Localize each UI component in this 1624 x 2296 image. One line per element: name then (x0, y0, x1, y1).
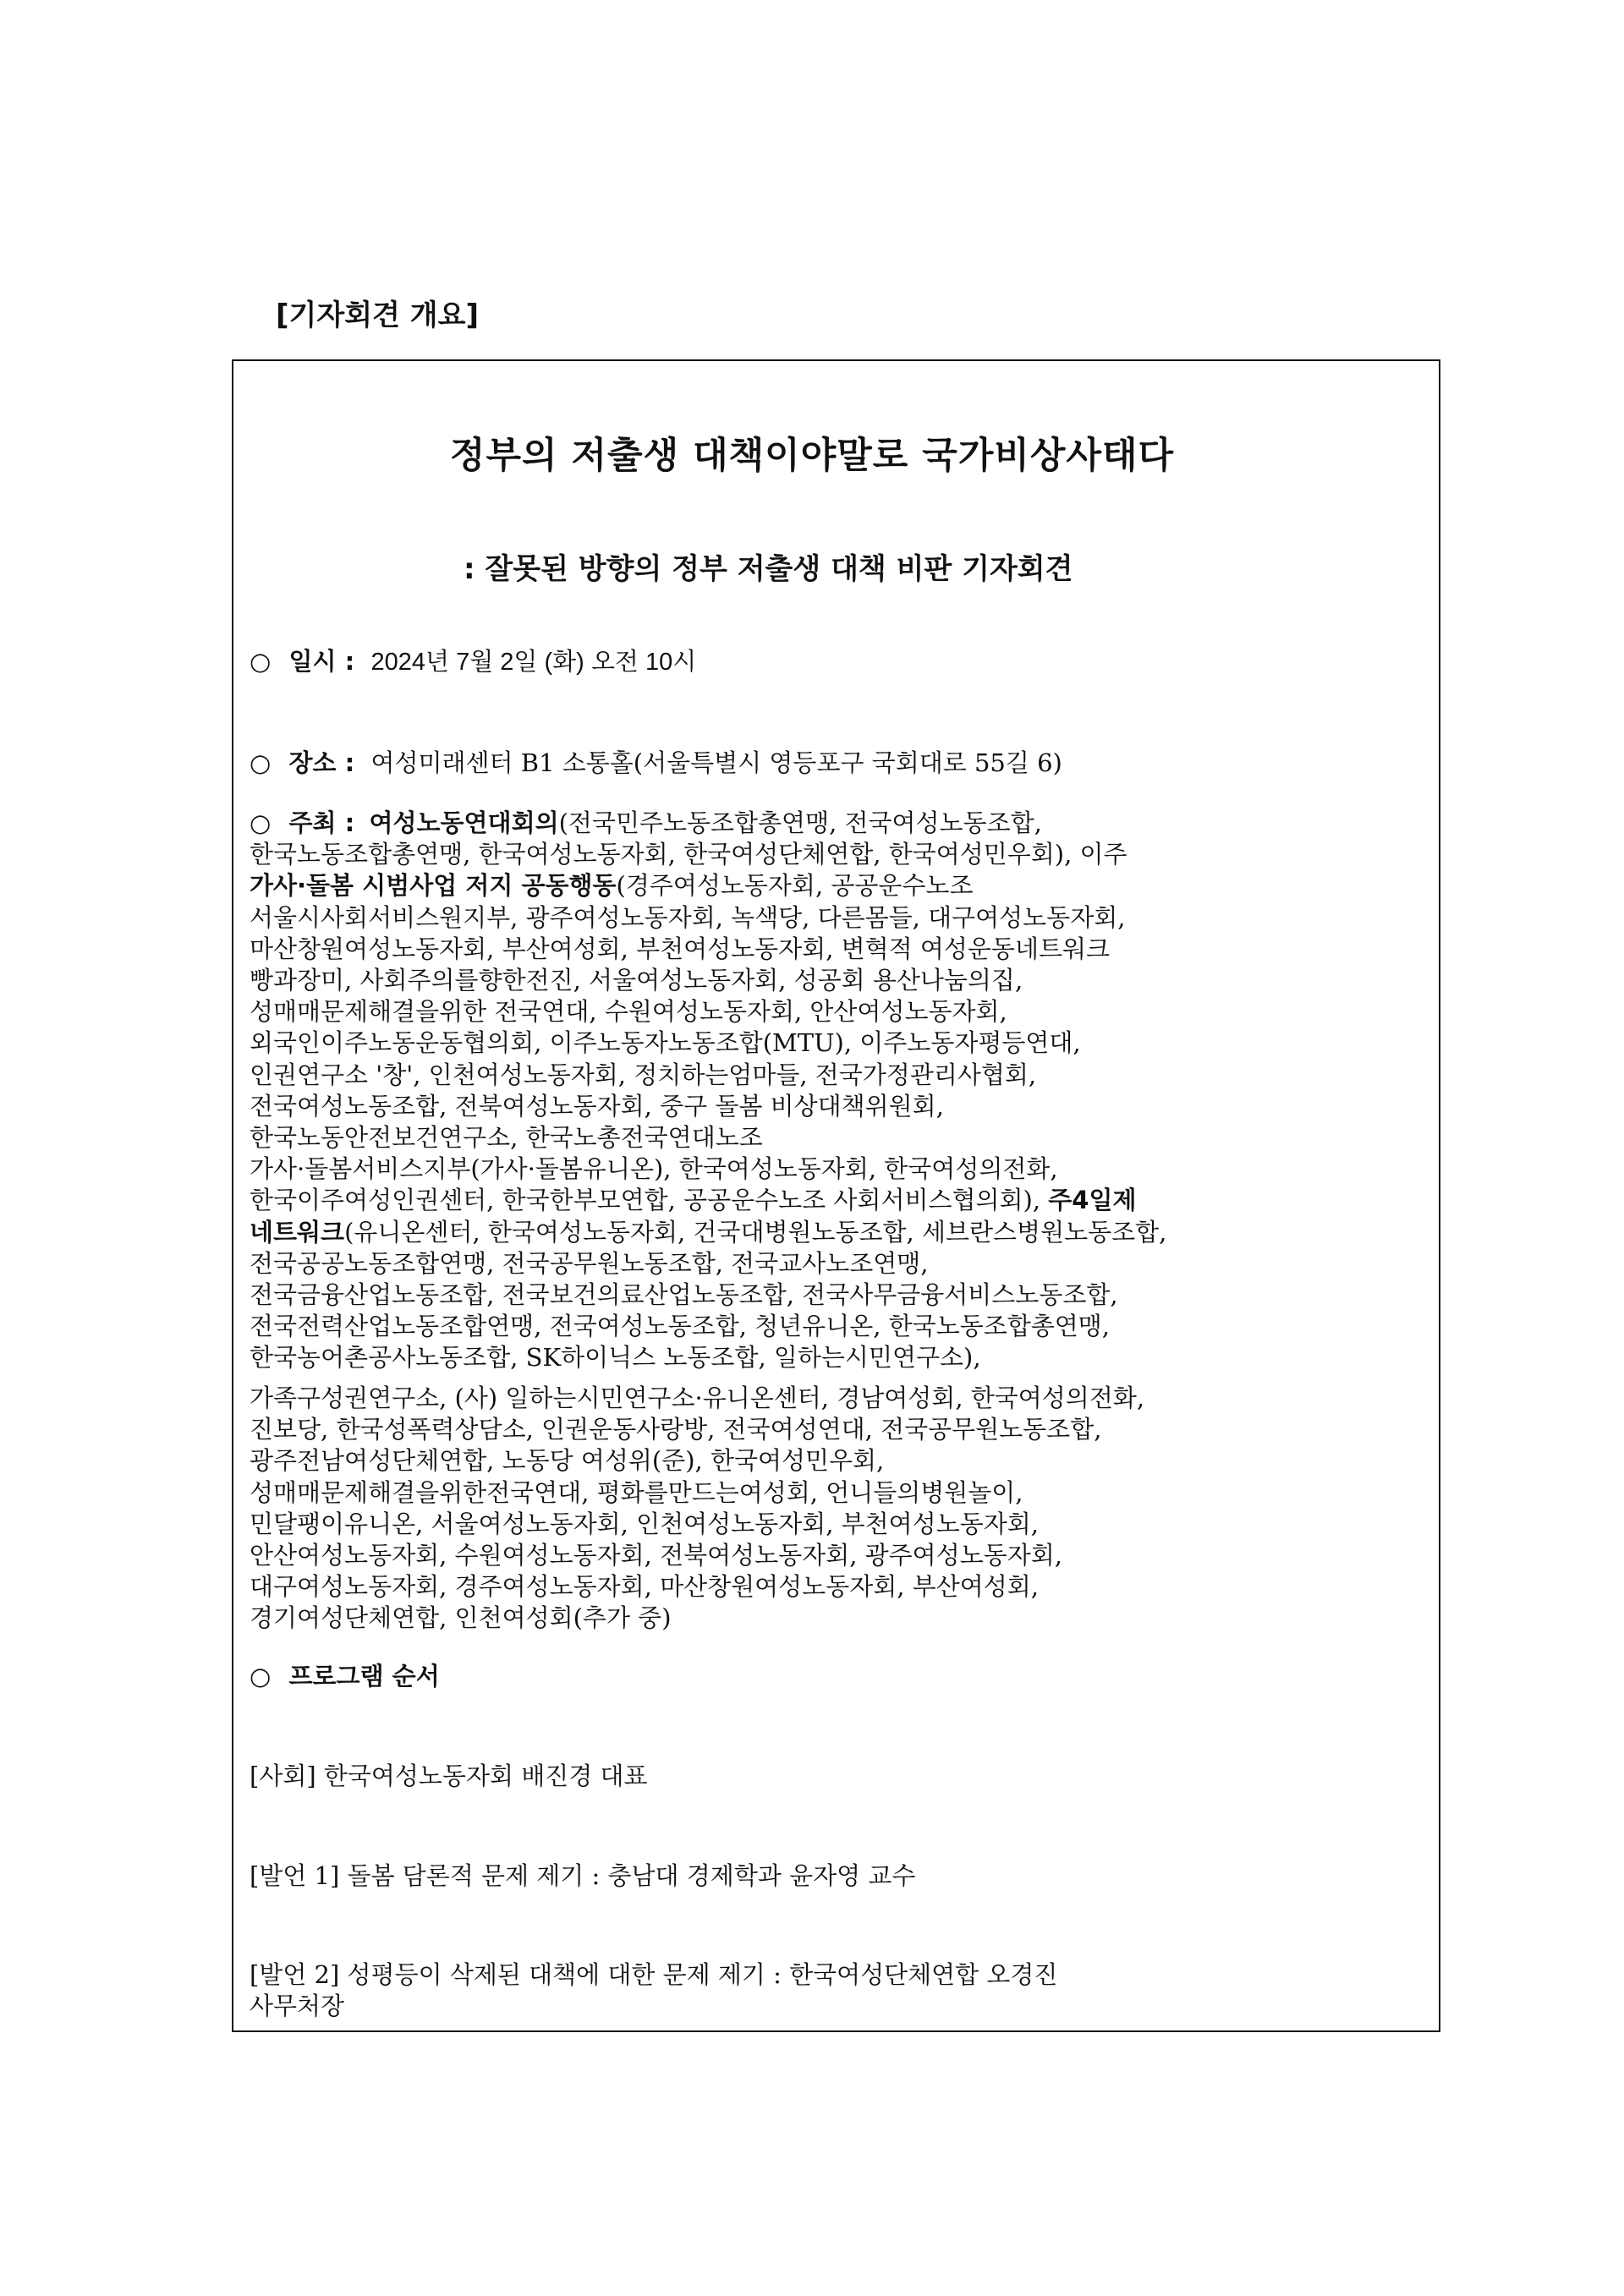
program-item-speech-1: [발언 1] 돌봄 담론적 문제 제기 : 충남대 경제학과 윤자영 교수 (250, 1861, 916, 1890)
document-section-label: [기자회견 개요] (276, 299, 479, 332)
organizers-line: 성매매문제해결을위한 전국연대, 수원여성노동자회, 안산여성노동자회, (250, 997, 1007, 1027)
location-row (250, 747, 1062, 779)
organizers-line: 한국노동안전보건연구소, 한국노총전국연대노조 (250, 1123, 763, 1153)
organizer-members: (유니온센터, 한국여성노동자회, 건국대병원노동조합, 세브란스병원노동조합, (344, 1217, 1167, 1247)
program-item-line: 사무처장 (250, 1992, 345, 2021)
datetime-value: 2024년 7월 2일 (화) 오전 10시 (370, 649, 697, 676)
organizer-group-name: 네트워크 (250, 1217, 345, 1247)
organizer-group-name: 주4일제 (1048, 1186, 1137, 1215)
page-title: 정부의 저출생 대책이야말로 국가비상사태다 (449, 435, 1175, 477)
organizers-line (250, 1217, 1166, 1248)
organizers-line (250, 1185, 1166, 1216)
supporters-block (250, 1383, 1144, 1635)
supporters-line: 민달팽이유니온, 서울여성노동자회, 인천여성노동자회, 부천여성노동자회, (250, 1509, 1039, 1538)
organizers-line: 마산창원여성노동자회, 부산여성회, 부천여성노동자회, 변혁적 여성운동네트워크 (250, 934, 1111, 963)
supporters-line: 진보당, 한국성폭력상담소, 인권운동사랑방, 전국여성연대, 전국공무원노동조합, (250, 1415, 1102, 1444)
bullet-icon: ○ (250, 1662, 272, 1690)
supporters-line: 안산여성노동자회, 수원여성노동자회, 전북여성노동자회, 광주여성노동자회, (250, 1541, 1062, 1570)
organizers-label: 주최 : (288, 808, 355, 837)
program-heading (250, 1660, 440, 1692)
organizers-line: 빵과장미, 사회주의를향한전진, 서울여성노동자회, 성공회 용산나눔의집, (250, 966, 1023, 995)
supporters-line: 경기여성단체연합, 인천여성회(추가 중) (250, 1603, 672, 1633)
bullet-icon: ○ (250, 808, 272, 837)
location-label: 장소 : (288, 748, 355, 777)
supporters-line: 성매매문제해결을위한전국연대, 평화를만드는여성회, 언니들의병원놀이, (250, 1477, 1023, 1507)
organizers-line: 인권연구소 '창', 인천여성노동자회, 정치하는엄마들, 전국가정관리사협회, (250, 1060, 1037, 1089)
location-value: 여성미래센터 B1 소통홀(서울특별시 영등포구 국회대로 55길 6) (370, 748, 1062, 777)
organizers-line: 한국농어촌공사노동조합, SK하이닉스 노동조합, 일하는시민연구소), (250, 1343, 981, 1373)
supporters-line: 광주전남여성단체연합, 노동당 여성위(준), 한국여성민우회, (250, 1446, 885, 1476)
organizer-members: (전국민주노동조합총연맹, 전국여성노동조합, (558, 808, 1042, 837)
program-item-speech-2 (250, 1959, 1057, 2022)
program-item-line: [발언 2] 성평등이 삭제된 대책에 대한 문제 제기 : 한국여성단체연합 오경진 (250, 1960, 1058, 1989)
page-subtitle: : 잘못된 방향의 정부 저출생 대책 비판 기자회견 (464, 552, 1073, 586)
bullet-icon: ○ (250, 647, 272, 676)
organizers-line: 외국인이주노동운동협의회, 이주노동자노동조합(MTU), 이주노동자평등연대, (250, 1028, 1081, 1058)
supporters-line: 가족구성권연구소, (사) 일하는시민연구소·유니온센터, 경남여성회, 한국여성의전화, (250, 1384, 1145, 1412)
organizers-line (250, 870, 1166, 901)
program-label: 프로그램 순서 (288, 1662, 440, 1690)
organizer-members: (경주여성노동자회, 공공운수노조 (616, 871, 974, 901)
program-item-host: [사회] 한국여성노동자회 배진경 대표 (250, 1762, 648, 1790)
organizer-group-name: 가사·돌봄 시범사업 저지 공동행동 (250, 871, 617, 901)
organizers-line: 가사·돌봄서비스지부(가사·돌봄유니온), 한국여성노동자회, 한국여성의전화, (250, 1154, 1058, 1184)
supporters-line: 대구여성노동자회, 경주여성노동자회, 마산창원여성노동자회, 부산여성회, (250, 1572, 1039, 1602)
datetime-row (250, 645, 696, 678)
organizers-line: 전국공공노동조합연맹, 전국공무원노동조합, 전국교사노조연맹, (250, 1248, 929, 1278)
datetime-label: 일시 : (288, 647, 355, 676)
organizer-group-name: 여성노동연대회의 (369, 808, 559, 837)
organizers-line: 전국금융산업노동조합, 전국보건의료산업노동조합, 전국사무금융서비스노동조합, (250, 1280, 1118, 1310)
organizers-line (250, 808, 1166, 839)
organizers-line: 전국전력산업노동조합연맹, 전국여성노동조합, 청년유니온, 한국노동조합총연맹, (250, 1312, 1111, 1341)
organizers-line: 서울시사회서비스원지부, 광주여성노동자회, 녹색당, 다른몸들, 대구여성노동자회, (250, 902, 1126, 932)
organizers-block (250, 808, 1166, 1374)
bullet-icon: ○ (250, 748, 272, 777)
organizers-line: 전국여성노동조합, 전북여성노동자회, 중구 돌봄 비상대책위원회, (250, 1091, 944, 1121)
organizers-line: 한국노동조합총연맹, 한국여성노동자회, 한국여성단체연합, 한국여성민우회), 이주 (250, 840, 1127, 869)
organizer-members: 한국이주여성인권센터, 한국한부모연합, 공공운수노조 사회서비스협의회), (250, 1186, 1049, 1215)
